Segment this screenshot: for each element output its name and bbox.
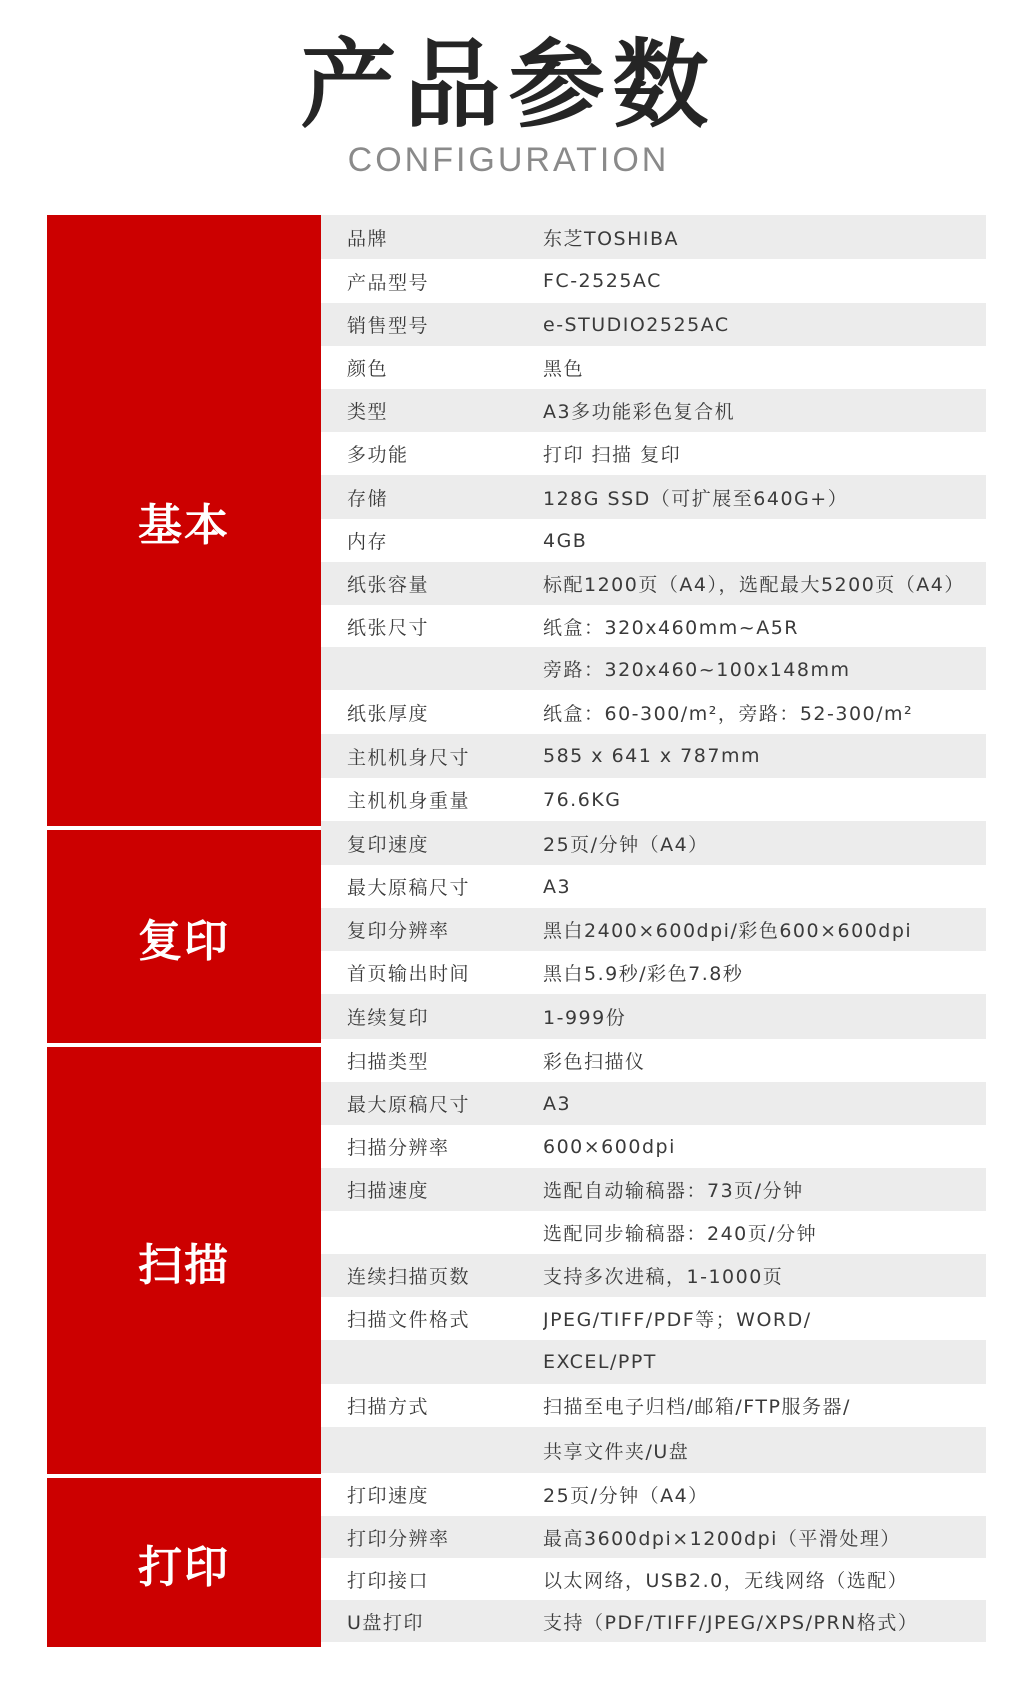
spec-value: 彩色扫描仪 bbox=[543, 1051, 646, 1073]
spec-value: 扫描至电子归档/邮箱/FTP服务器/ bbox=[543, 1396, 851, 1418]
section-label: 扫描 bbox=[138, 1239, 230, 1291]
table-row bbox=[321, 1340, 986, 1384]
spec-value: e-STUDIO2525AC bbox=[543, 313, 730, 336]
table-row bbox=[321, 865, 986, 908]
spec-value: 黑白2400×600dpi/彩色600×600dpi bbox=[543, 920, 913, 942]
spec-value: 黑白5.9秒/彩色7.8秒 bbox=[543, 963, 744, 985]
spec-value: 支持（PDF/TIFF/JPEG/XPS/PRN格式） bbox=[543, 1611, 919, 1634]
table-row bbox=[321, 690, 986, 734]
table-row bbox=[321, 1039, 986, 1082]
table-row bbox=[321, 1211, 986, 1254]
section-basic bbox=[47, 215, 321, 826]
spec-value: 支持多次进稿，1-1000页 bbox=[543, 1266, 784, 1288]
table-row bbox=[321, 908, 986, 951]
section-scan bbox=[47, 1047, 321, 1474]
page-subtitle: CONFIGURATION bbox=[347, 141, 670, 179]
section-label: 复印 bbox=[138, 915, 230, 967]
spec-label: 颜色 bbox=[347, 358, 389, 380]
spec-value: 共享文件夹/U盘 bbox=[543, 1440, 690, 1463]
spec-value: 以太网络，USB2.0，无线网络（选配） bbox=[543, 1569, 909, 1592]
table-row bbox=[321, 1384, 986, 1427]
table-row bbox=[321, 778, 986, 821]
spec-value: 标配1200页（A4），选配最大5200页（A4） bbox=[543, 574, 965, 596]
spec-label: 存储 bbox=[347, 487, 389, 510]
table-row bbox=[321, 821, 986, 865]
spec-value: 585 x 641 x 787mm bbox=[543, 745, 761, 767]
table-row bbox=[321, 562, 986, 605]
spec-label: 打印接口 bbox=[347, 1569, 430, 1592]
spec-label: 类型 bbox=[347, 401, 389, 423]
table-row bbox=[321, 1168, 986, 1211]
table-row bbox=[321, 215, 986, 259]
table-row bbox=[321, 389, 986, 432]
spec-label: 打印分辨率 bbox=[347, 1527, 450, 1550]
spec-label: 扫描分辨率 bbox=[347, 1137, 450, 1159]
table-row bbox=[321, 1558, 986, 1600]
table-row bbox=[321, 1516, 986, 1558]
spec-value: A3 bbox=[543, 875, 572, 898]
table-row bbox=[321, 994, 986, 1039]
table-row bbox=[321, 1600, 986, 1642]
table-row bbox=[321, 259, 986, 303]
spec-value: 1-999份 bbox=[543, 1007, 627, 1029]
spec-label: 品牌 bbox=[347, 227, 389, 250]
spec-value: 纸盒：60-300/m²，旁路：52-300/m² bbox=[543, 702, 914, 725]
spec-value: A3 bbox=[543, 1092, 572, 1115]
spec-value: 选配同步输稿器：240页/分钟 bbox=[543, 1223, 818, 1245]
spec-value: FC-2525AC bbox=[543, 270, 662, 292]
spec-value: 黑色 bbox=[543, 358, 585, 380]
spec-value: EXCEL/PPT bbox=[543, 1351, 657, 1373]
spec-label: 最大原稿尺寸 bbox=[347, 877, 471, 899]
spec-label: 多功能 bbox=[347, 444, 409, 466]
table-row bbox=[321, 605, 986, 647]
spec-value: 128G SSD（可扩展至640G+） bbox=[543, 487, 849, 510]
spec-label: 扫描速度 bbox=[347, 1180, 430, 1202]
spec-label: 纸张尺寸 bbox=[347, 616, 430, 639]
spec-label: 扫描文件格式 bbox=[347, 1309, 471, 1331]
spec-value: A3多功能彩色复合机 bbox=[543, 401, 736, 423]
table-row bbox=[321, 1297, 986, 1340]
spec-value: 76.6KG bbox=[543, 788, 622, 811]
spec-label: 连续复印 bbox=[347, 1007, 430, 1029]
spec-label: 销售型号 bbox=[347, 315, 430, 337]
spec-label: 主机机身重量 bbox=[347, 790, 471, 812]
section-print bbox=[47, 1478, 321, 1647]
table-row bbox=[321, 1125, 986, 1168]
table-row bbox=[321, 734, 986, 778]
spec-label: 纸张容量 bbox=[347, 574, 430, 596]
page-title: 产品参数 bbox=[300, 29, 717, 141]
spec-value: 4GB bbox=[543, 529, 588, 552]
table-row bbox=[321, 475, 986, 519]
spec-value: 旁路：320x460~100x148mm bbox=[543, 659, 851, 681]
section-copy bbox=[47, 830, 321, 1043]
spec-label: 产品型号 bbox=[347, 271, 430, 294]
spec-value: 25页/分钟（A4） bbox=[543, 833, 709, 856]
spec-value: 东芝TOSHIBA bbox=[543, 227, 680, 250]
spec-label: 扫描方式 bbox=[347, 1396, 430, 1418]
spec-value: 25页/分钟（A4） bbox=[543, 1485, 709, 1507]
spec-label: 最大原稿尺寸 bbox=[347, 1094, 471, 1116]
table-row bbox=[321, 303, 986, 346]
spec-label: 内存 bbox=[347, 531, 389, 553]
table-row bbox=[321, 519, 986, 562]
spec-label: 主机机身尺寸 bbox=[347, 746, 471, 769]
spec-value: 打印 扫描 复印 bbox=[543, 444, 682, 466]
table-row bbox=[321, 432, 986, 475]
table-row bbox=[321, 1254, 986, 1297]
section-label: 基本 bbox=[138, 499, 230, 551]
spec-label: 连续扫描页数 bbox=[347, 1266, 471, 1288]
spec-label: 打印速度 bbox=[347, 1485, 430, 1507]
table-row bbox=[321, 1473, 986, 1516]
spec-value: 600×600dpi bbox=[543, 1135, 676, 1158]
spec-label: 复印分辨率 bbox=[347, 920, 450, 942]
spec-value: JPEG/TIFF/PDF等；WORD/ bbox=[543, 1309, 812, 1331]
spec-value: 最高3600dpi×1200dpi（平滑处理） bbox=[543, 1527, 901, 1550]
spec-value: 纸盒：320x460mm~A5R bbox=[543, 616, 799, 639]
spec-label: U盘打印 bbox=[347, 1611, 424, 1634]
table-row bbox=[321, 1082, 986, 1125]
table-row bbox=[321, 647, 986, 690]
section-label: 打印 bbox=[138, 1541, 230, 1593]
spec-label: 首页输出时间 bbox=[347, 963, 471, 985]
table-row bbox=[321, 951, 986, 994]
spec-label: 纸张厚度 bbox=[347, 702, 430, 725]
spec-value: 选配自动输稿器：73页/分钟 bbox=[543, 1180, 804, 1202]
table-row bbox=[321, 1427, 986, 1473]
table-row bbox=[321, 346, 986, 389]
spec-label: 复印速度 bbox=[347, 833, 430, 856]
spec-label: 扫描类型 bbox=[347, 1051, 430, 1073]
